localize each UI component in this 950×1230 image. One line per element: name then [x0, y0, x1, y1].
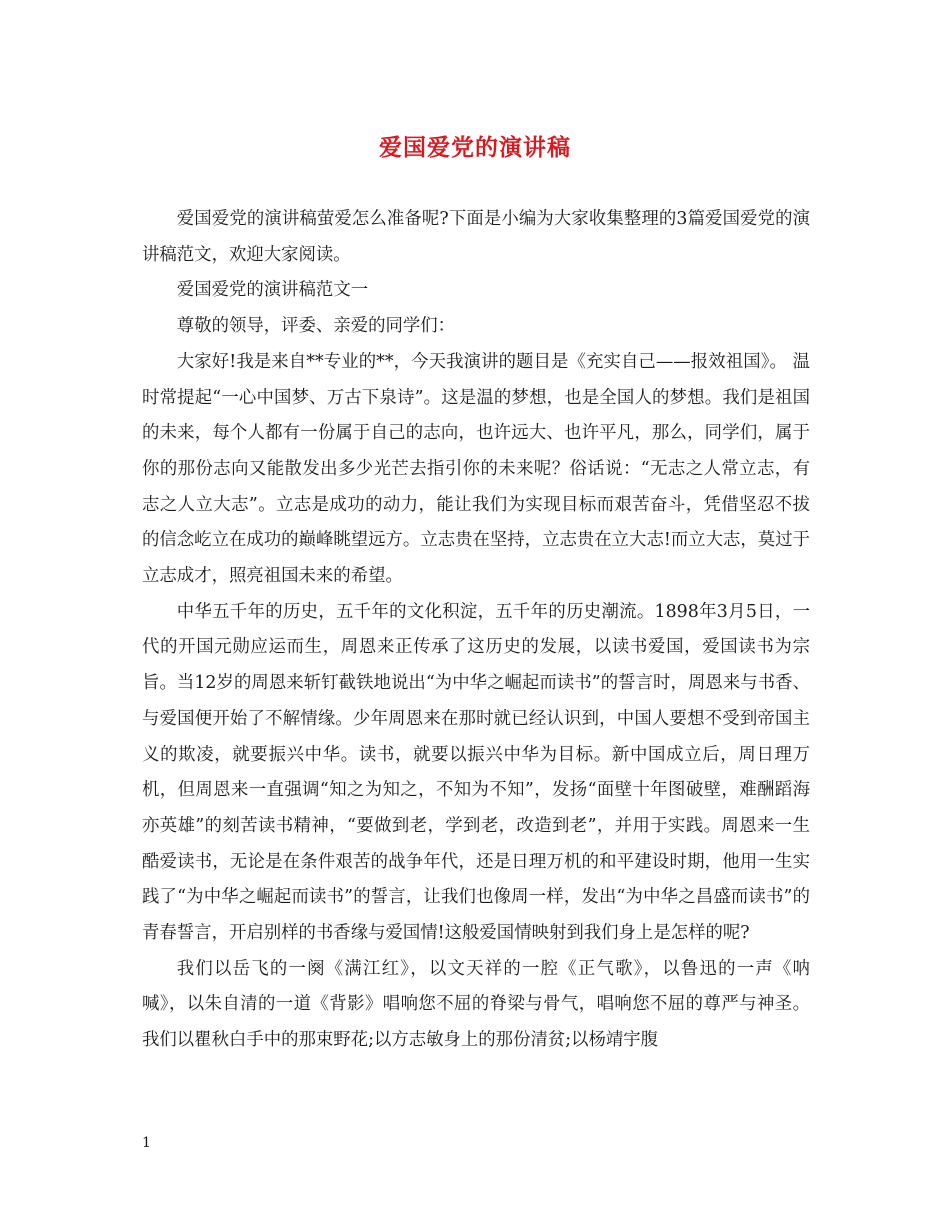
paragraph-body: 中华五千年的历史，五千年的文化积淀，五千年的历史潮流。1898年3月5日，一代的开国元勋应运而生，周恩来正传承了这历史的发展，以读书爱国，爱国读书为宗旨。当12岁的周恩来斩钉截铁地说出“为中华之崛起而读书”的誓言时，周恩来与书香、与爱国便开始了不解情缘。少年周恩来在那时就已经认识到，中国人要想不受到帝国主义的欺凌，就要振兴中华。读书，就要以振兴中华为目标。新中国成立后，周日理万机，但周恩来一直强调“知之为知之，不知为不知”，发扬“面壁十年图破壁，难酬蹈海亦英雄”的刻苦读书精神，“要做到老，学到老，改造到老”，并用于实践。周恩来一生酷爱读书，无论是在条件艰苦的战争年代，还是日理万机的和平建设时期，他用一生实践了“为中华之崛起而读书”的誓言，让我们也像周一样，发出“为中华之昌盛而读书”的青春誓言，开启别样的书香缘与爱国情!这般爱国情映射到我们身上是怎样的呢? — [142, 601, 810, 944]
paragraph-intro: 爱国爱党的演讲稿萤爱怎么准备呢?下面是小编为大家收集整理的3篇爱国爱党的演讲稿范文，欢迎大家阅读。 — [142, 209, 810, 265]
document-title: 爱国爱党的演讲稿 — [379, 134, 571, 161]
paragraph-subheading: 爱国爱党的演讲稿范文一 — [176, 280, 369, 301]
page-number: 1 — [142, 1135, 151, 1151]
paragraph-salutation: 尊敬的领导，评委、亲爱的同学们： — [176, 316, 456, 337]
paragraph-body: 我们以岳飞的一阕《满江红》，以文天祥的一腔《正气歌》，以鲁迅的一声《呐喊》，以朱自清的一道《背影》唱响您不屈的脊梁与骨气，唱响您不屈的尊严与神圣。我们以瞿秋白手中的那束野花;以方志敏身上的那份清贫;以杨靖宇腹 — [142, 958, 810, 1051]
document-body — [142, 202, 810, 1059]
paragraph-body: 大家好!我是来自**专业的**，今天我演讲的题目是《充实自己——报效祖国》。 温时常提起“一心中国梦、万古下泉诗”。这是温的梦想，也是全国人的梦想。我们是祖国的未来，每个人都有一份属于自己的志向，也许远大、也许平凡，那么，同学们，属于你的那份志向又能散发出多少光芒去指引你的未来呢？俗话说：“无志之人常立志，有志之人立大志”。立志是成功的动力，能让我们为实现目标而艰苦奋斗，凭借坚忍不拔的信念屹立在成功的巅峰眺望远方。立志贵在坚持，立志贵在立大志!而立大志，莫过于立志成才，照亮祖国未来的希望。 — [142, 351, 810, 587]
